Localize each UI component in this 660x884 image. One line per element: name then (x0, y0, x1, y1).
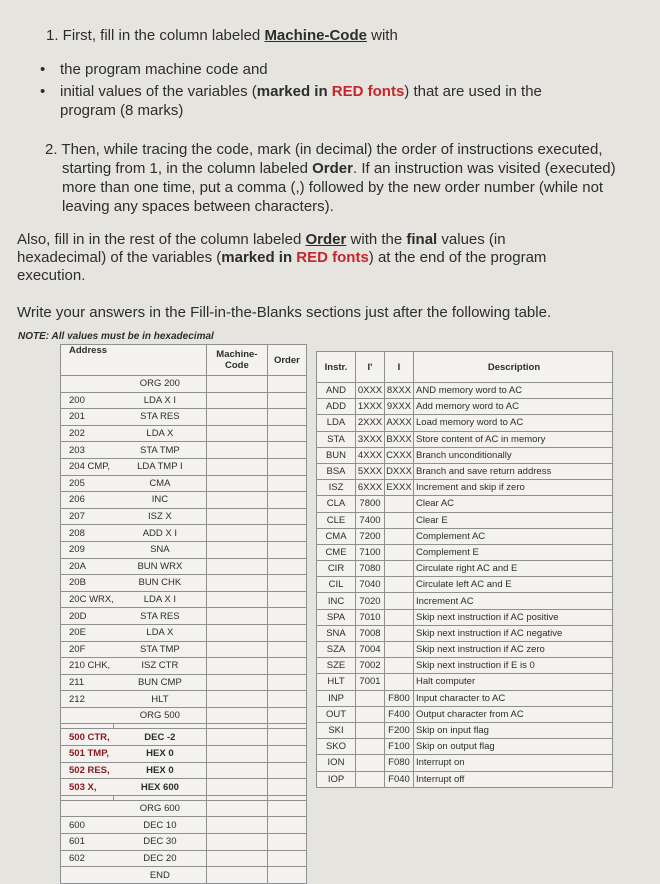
i-prime-cell: 7080 (356, 561, 385, 577)
instr-cell: SZA (317, 642, 356, 658)
machine-code-blank[interactable] (206, 475, 267, 492)
order-blank[interactable] (267, 591, 306, 608)
reference-row (317, 480, 613, 496)
i-cell (385, 625, 414, 641)
i-prime-cell: 7800 (356, 496, 385, 512)
reference-row (317, 447, 613, 463)
instr-cell: SNA (317, 625, 356, 641)
also-paragraph: Also, fill in in the rest of the column labeled Order with the final values (in hexadecimal) of the variables (marked in RED fonts) at the end of the program execution. (17, 231, 547, 284)
i-prime-cell: 7002 (356, 658, 385, 674)
instruction-cell: DEC 10 (114, 817, 207, 834)
machine-code-blank[interactable] (206, 376, 267, 393)
i-cell: F200 (385, 722, 414, 738)
machine-code-blank[interactable] (206, 409, 267, 426)
address-cell: 20E (61, 624, 114, 641)
instr-cell: CME (317, 544, 356, 560)
order-blank[interactable] (267, 392, 306, 409)
instr-header: Instr. (317, 352, 356, 383)
order-blank[interactable] (267, 475, 306, 492)
instruction-cell: STA TMP (114, 442, 207, 459)
order-blank[interactable] (267, 674, 306, 691)
i-prime-cell (356, 690, 385, 706)
reference-row (317, 771, 613, 787)
machine-code-blank[interactable] (206, 508, 267, 525)
order-blank[interactable] (267, 707, 306, 724)
machine-code-header: Machine-Code (206, 345, 267, 376)
order-blank[interactable] (267, 691, 306, 708)
bullet-item: • the program machine code and (30, 60, 590, 79)
instruction-cell: LDA X I (114, 392, 207, 409)
instruction-cell: ORG 600 (114, 800, 207, 817)
machine-code-blank[interactable] (206, 834, 267, 851)
address-cell: 602 (61, 850, 114, 867)
reference-row (317, 674, 613, 690)
address-cell (61, 800, 114, 817)
i-prime-cell: 0XXX (356, 383, 385, 399)
instr-cell: SKO (317, 739, 356, 755)
order-blank[interactable] (267, 525, 306, 542)
description-cell: Halt computer (414, 674, 613, 690)
description-cell: Load memory word to AC (414, 415, 613, 431)
order-blank[interactable] (267, 458, 306, 475)
order-blank[interactable] (267, 409, 306, 426)
program-row (61, 409, 307, 426)
instruction-cell: CMA (114, 475, 207, 492)
i-cell: BXXX (385, 431, 414, 447)
instruction-cell: STA TMP (114, 641, 207, 658)
address-cell: 20D (61, 608, 114, 625)
order-blank[interactable] (267, 867, 306, 884)
i-cell: F100 (385, 739, 414, 755)
address-cell: 20F (61, 641, 114, 658)
instruction-cell: HEX 600 (114, 779, 207, 796)
program-row (61, 508, 307, 525)
order-blank[interactable] (267, 746, 306, 763)
machine-code-blank[interactable] (206, 817, 267, 834)
instruction-cell: LDA TMP I (114, 458, 207, 475)
address-cell: 202 (61, 425, 114, 442)
address-cell: 20A (61, 558, 114, 575)
program-row (61, 624, 307, 641)
instr-cell: SZE (317, 658, 356, 674)
program-row (61, 558, 307, 575)
description-cell: Store content of AC in memory (414, 431, 613, 447)
order-blank[interactable] (267, 442, 306, 459)
reference-row (317, 399, 613, 415)
order-blank[interactable] (267, 624, 306, 641)
description-cell: Skip next instruction if AC zero (414, 642, 613, 658)
order-blank[interactable] (267, 762, 306, 779)
program-row (61, 525, 307, 542)
reference-row (317, 706, 613, 722)
i-cell (385, 561, 414, 577)
i-prime-cell: 7400 (356, 512, 385, 528)
address-cell: 20B (61, 575, 114, 592)
description-cell: Clear E (414, 512, 613, 528)
machine-code-blank[interactable] (206, 691, 267, 708)
i-cell: F040 (385, 771, 414, 787)
i-prime-cell (356, 706, 385, 722)
machine-code-blank[interactable] (206, 850, 267, 867)
order-blank[interactable] (267, 558, 306, 575)
i-prime-cell (356, 771, 385, 787)
instruction-cell: STA RES (114, 409, 207, 426)
instruction-cell: INC (114, 492, 207, 509)
description-cell: Skip next instruction if AC positive (414, 609, 613, 625)
program-row (61, 674, 307, 691)
address-cell: 211 (61, 674, 114, 691)
instruction-cell: BUN CHK (114, 575, 207, 592)
instr-cell: SKI (317, 722, 356, 738)
i-prime-cell (356, 739, 385, 755)
description-cell: Interrupt off (414, 771, 613, 787)
order-blank[interactable] (267, 850, 306, 867)
reference-row (317, 593, 613, 609)
machine-code-blank[interactable] (206, 525, 267, 542)
program-row (61, 475, 307, 492)
reference-row (317, 690, 613, 706)
description-cell: Branch unconditionally (414, 447, 613, 463)
i-cell: 8XXX (385, 383, 414, 399)
machine-code-blank[interactable] (206, 392, 267, 409)
instruction-cell: DEC 30 (114, 834, 207, 851)
instr-cell: BUN (317, 447, 356, 463)
program-row (61, 707, 307, 724)
address-cell: 20C WRX, (61, 591, 114, 608)
reference-row (317, 528, 613, 544)
description-cell: Complement E (414, 544, 613, 560)
i-prime-cell: 7040 (356, 577, 385, 593)
i-prime-cell: 7008 (356, 625, 385, 641)
description-cell: Output character from AC (414, 706, 613, 722)
address-cell: 503 X, (61, 779, 114, 796)
instruction-cell: SNA (114, 541, 207, 558)
description-cell: Input character to AC (414, 690, 613, 706)
address-cell: 204 CMP, (61, 458, 114, 475)
program-row (61, 762, 307, 779)
instruction-cell: BUN CMP (114, 674, 207, 691)
program-row (61, 746, 307, 763)
instruction-cell: END (114, 867, 207, 884)
description-cell: Branch and save return address (414, 463, 613, 479)
program-row (61, 541, 307, 558)
reference-row (317, 496, 613, 512)
address-cell: 205 (61, 475, 114, 492)
order-blank[interactable] (267, 834, 306, 851)
address-cell: 206 (61, 492, 114, 509)
order-blank[interactable] (267, 658, 306, 675)
i-prime-cell: 7004 (356, 642, 385, 658)
i-cell (385, 544, 414, 560)
order-blank[interactable] (267, 425, 306, 442)
i-cell: EXXX (385, 480, 414, 496)
program-row (61, 442, 307, 459)
program-table (60, 344, 307, 884)
address-cell: 601 (61, 834, 114, 851)
reference-row (317, 739, 613, 755)
address-cell: 208 (61, 525, 114, 542)
reference-row (317, 383, 613, 399)
order-blank[interactable] (267, 779, 306, 796)
instr-cell: IOP (317, 771, 356, 787)
program-row (61, 376, 307, 393)
instruction-cell: HEX 0 (114, 762, 207, 779)
i-prime-cell: 2XXX (356, 415, 385, 431)
i-prime-cell (356, 755, 385, 771)
machine-code-blank[interactable] (206, 541, 267, 558)
i-cell (385, 577, 414, 593)
i-prime-cell (356, 722, 385, 738)
machine-code-label: Machine-Code (264, 27, 367, 44)
instr-cell: CIR (317, 561, 356, 577)
program-row (61, 608, 307, 625)
i-prime-cell: 1XXX (356, 399, 385, 415)
order-header: Order (267, 345, 306, 376)
machine-code-blank[interactable] (206, 641, 267, 658)
instruction-cell: HEX 0 (114, 746, 207, 763)
order-blank[interactable] (267, 800, 306, 817)
i-prime-cell: 7020 (356, 593, 385, 609)
machine-code-blank[interactable] (206, 800, 267, 817)
i-cell: F800 (385, 690, 414, 706)
description-cell: Interrupt on (414, 755, 613, 771)
description-cell: Clear AC (414, 496, 613, 512)
program-row (61, 691, 307, 708)
machine-code-blank[interactable] (206, 707, 267, 724)
i-cell: DXXX (385, 463, 414, 479)
description-cell: Increment AC (414, 593, 613, 609)
instruction-cell: ISZ X (114, 508, 207, 525)
i-cell (385, 658, 414, 674)
program-row (61, 658, 307, 675)
i-cell (385, 528, 414, 544)
instr-cell: ION (317, 755, 356, 771)
instr-cell: INP (317, 690, 356, 706)
instruction-cell: LDA X I (114, 591, 207, 608)
description-cell: AND memory word to AC (414, 383, 613, 399)
instr-cell: LDA (317, 415, 356, 431)
machine-code-blank[interactable] (206, 425, 267, 442)
machine-code-blank[interactable] (206, 624, 267, 641)
address-header: Address (61, 345, 114, 376)
instruction-cell: ORG 200 (114, 376, 207, 393)
description-cell: Add memory word to AC (414, 399, 613, 415)
machine-code-blank[interactable] (206, 442, 267, 459)
reference-row (317, 642, 613, 658)
address-cell: 501 TMP, (61, 746, 114, 763)
machine-code-blank[interactable] (206, 762, 267, 779)
i-prime-cell: 4XXX (356, 447, 385, 463)
i-cell (385, 496, 414, 512)
program-row (61, 458, 307, 475)
program-row (61, 575, 307, 592)
instruction-cell: LDA X (114, 425, 207, 442)
description-cell: Skip next instruction if E is 0 (414, 658, 613, 674)
instr-cell: STA (317, 431, 356, 447)
question-1: 1. First, fill in the column labeled Machine-Code with (46, 27, 398, 44)
instruction-header (114, 345, 207, 376)
program-row (61, 492, 307, 509)
reference-row (317, 625, 613, 641)
machine-code-blank[interactable] (206, 492, 267, 509)
reference-row (317, 431, 613, 447)
reference-row (317, 658, 613, 674)
address-cell: 207 (61, 508, 114, 525)
program-row (61, 392, 307, 409)
program-row (61, 817, 307, 834)
instr-cell: AND (317, 383, 356, 399)
i-cell (385, 593, 414, 609)
address-cell: 201 (61, 409, 114, 426)
instr-cell: CMA (317, 528, 356, 544)
instruction-cell: DEC -2 (114, 729, 207, 746)
machine-code-blank[interactable] (206, 779, 267, 796)
instr-cell: SPA (317, 609, 356, 625)
program-row (61, 867, 307, 884)
machine-code-blank[interactable] (206, 658, 267, 675)
machine-code-blank[interactable] (206, 558, 267, 575)
instr-cell: ADD (317, 399, 356, 415)
address-cell: 600 (61, 817, 114, 834)
reference-row (317, 561, 613, 577)
machine-code-blank[interactable] (206, 575, 267, 592)
order-blank[interactable] (267, 376, 306, 393)
i-cell (385, 642, 414, 658)
address-cell: 502 RES, (61, 762, 114, 779)
reference-row (317, 544, 613, 560)
program-row (61, 800, 307, 817)
description-cell: Circulate left AC and E (414, 577, 613, 593)
reference-header-row (317, 352, 613, 383)
i-prime-cell: 7010 (356, 609, 385, 625)
i-prime-header: I' (356, 352, 385, 383)
bullet-list (30, 60, 590, 123)
i-cell: F400 (385, 706, 414, 722)
instruction-cell: BUN WRX (114, 558, 207, 575)
i-prime-cell: 5XXX (356, 463, 385, 479)
address-cell (61, 707, 114, 724)
i-cell (385, 674, 414, 690)
program-row (61, 729, 307, 746)
program-row (61, 641, 307, 658)
order-blank[interactable] (267, 492, 306, 509)
reference-row (317, 722, 613, 738)
instruction-reference-table (316, 351, 613, 788)
order-blank[interactable] (267, 508, 306, 525)
description-header: Description (414, 352, 613, 383)
program-header-row (61, 345, 307, 376)
instruction-cell: ADD X I (114, 525, 207, 542)
instruction-cell: DEC 20 (114, 850, 207, 867)
description-cell: Skip on output flag (414, 739, 613, 755)
i-cell: F080 (385, 755, 414, 771)
program-row (61, 591, 307, 608)
address-cell (61, 376, 114, 393)
instr-cell: INC (317, 593, 356, 609)
machine-code-blank[interactable] (206, 729, 267, 746)
i-cell (385, 512, 414, 528)
i-header: I (385, 352, 414, 383)
order-blank[interactable] (267, 575, 306, 592)
address-cell: 200 (61, 392, 114, 409)
order-blank[interactable] (267, 729, 306, 746)
bullet-item: • initial values of the variables (marked in RED fonts) that are used in the program (8 marks) (30, 82, 590, 120)
i-cell: CXXX (385, 447, 414, 463)
instruction-cell: HLT (114, 691, 207, 708)
question-2: 2. Then, while tracing the code, mark (in decimal) the order of instructions executed, starting from 1, in the column labeled Order. If an instruction was visited (executed) more than one time, put a comma (,) followed by the new order number (while not leaving any spaces between characters). (45, 141, 616, 215)
machine-code-blank[interactable] (206, 746, 267, 763)
address-cell: 500 CTR, (61, 729, 114, 746)
machine-code-blank[interactable] (206, 867, 267, 884)
address-cell: 203 (61, 442, 114, 459)
i-cell: AXXX (385, 415, 414, 431)
program-row (61, 425, 307, 442)
reference-row (317, 755, 613, 771)
i-prime-cell: 3XXX (356, 431, 385, 447)
machine-code-blank[interactable] (206, 674, 267, 691)
program-row (61, 779, 307, 796)
description-cell: Circulate right AC and E (414, 561, 613, 577)
reference-row (317, 577, 613, 593)
note: NOTE: All values must be in hexadecimal (18, 331, 214, 342)
address-cell: 212 (61, 691, 114, 708)
i-prime-cell: 7200 (356, 528, 385, 544)
address-cell (61, 867, 114, 884)
instr-cell: ISZ (317, 480, 356, 496)
reference-row (317, 415, 613, 431)
machine-code-blank[interactable] (206, 591, 267, 608)
reference-row (317, 512, 613, 528)
instr-cell: HLT (317, 674, 356, 690)
address-cell: 210 CHK, (61, 658, 114, 675)
instr-cell: CLE (317, 512, 356, 528)
i-cell: 9XXX (385, 399, 414, 415)
order-blank[interactable] (267, 641, 306, 658)
instr-cell: BSA (317, 463, 356, 479)
i-prime-cell: 7100 (356, 544, 385, 560)
reference-row (317, 609, 613, 625)
order-blank[interactable] (267, 817, 306, 834)
description-cell: Skip on input flag (414, 722, 613, 738)
description-cell: Complement AC (414, 528, 613, 544)
description-cell: Increment and skip if zero (414, 480, 613, 496)
instr-cell: CIL (317, 577, 356, 593)
program-row (61, 834, 307, 851)
order-blank[interactable] (267, 608, 306, 625)
instr-cell: OUT (317, 706, 356, 722)
instruction-cell: LDA X (114, 624, 207, 641)
write-instruction: Write your answers in the Fill-in-the-Blanks sections just after the following table. (17, 304, 552, 321)
reference-row (317, 463, 613, 479)
description-cell: Skip next instruction if AC negative (414, 625, 613, 641)
i-prime-cell: 6XXX (356, 480, 385, 496)
i-cell (385, 609, 414, 625)
i-prime-cell: 7001 (356, 674, 385, 690)
machine-code-blank[interactable] (206, 458, 267, 475)
instruction-cell: ORG 500 (114, 707, 207, 724)
address-cell: 209 (61, 541, 114, 558)
order-blank[interactable] (267, 541, 306, 558)
instr-cell: CLA (317, 496, 356, 512)
program-row (61, 850, 307, 867)
instruction-cell: ISZ CTR (114, 658, 207, 675)
instruction-cell: STA RES (114, 608, 207, 625)
machine-code-blank[interactable] (206, 608, 267, 625)
